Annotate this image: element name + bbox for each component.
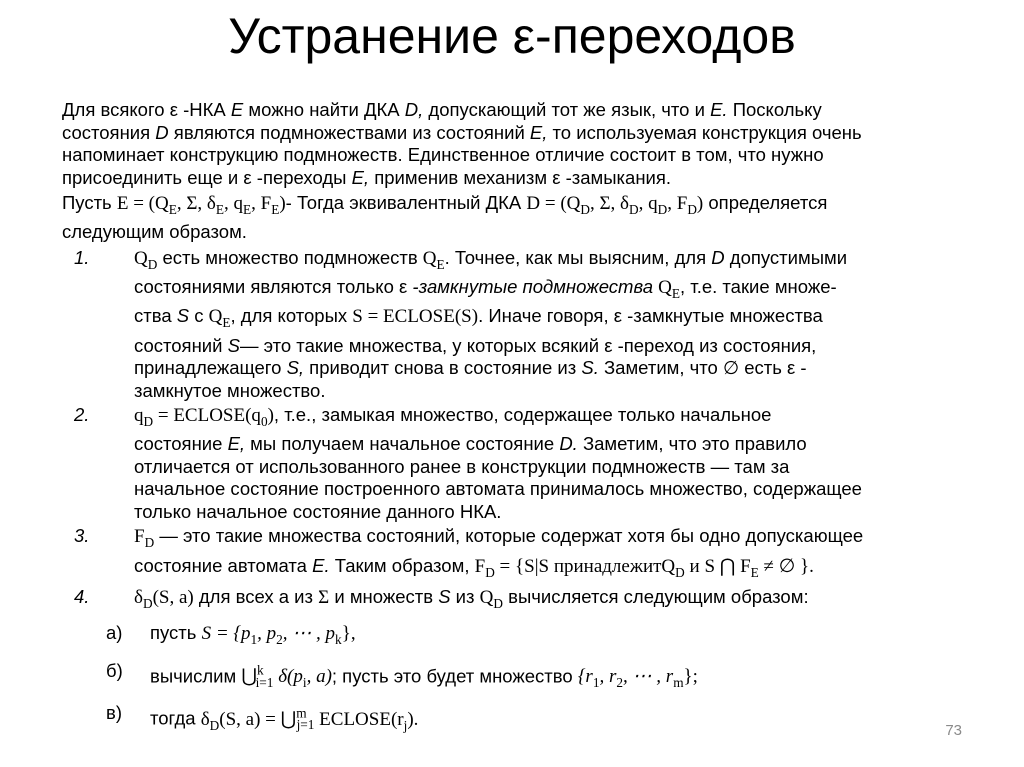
sub-item-c: в) тогда $\delta_D(S$, a) = ⋃$^m_{j=1}$ $ECLOSE(r_j)$. (106, 702, 419, 733)
intro-line-3: напоминает конструкцию подмножеств. Единственное отличие состоит в том, что нужно (62, 144, 824, 165)
slide-title: Устранение ε-переходов (228, 8, 796, 64)
intro-line-2: состояния D являются подмножествами из состояний E, то используемая конструкция очень (62, 121, 862, 143)
list-item-3: 3. $F_D$ — это такие множества состояний, которые содержат хотя бы одно допускающее состояние автомата E. Таким образом, $F_D = \{S|S$ принадлежитQ$_D$ и S ⋂ $F_E$ ≠ ∅ }. (74, 525, 864, 580)
list-item-1: 1. $Q_D$ есть множество подмножеств $Q_E$. Точнее, как мы выясним, для D допустимыми состояниями являются только ε -замкнутые подмножества $Q_E$, т.е. такие множе- ства S с $Q_E$, для которых S = ECLOSE(S). Иначе говоря, ε -замкнутые множества состояний S— это такие множества, у которых всякий ε -переход из состояния, принадлежащего S, приводит снова в состояние из S. Заметим, что ∅ есть ε - замкнутое множество. (74, 246, 848, 401)
definition-paragraph (62, 192, 962, 244)
page-number: 73 (945, 722, 962, 739)
definition-line-2: следующим образом. (62, 221, 247, 243)
intro-paragraph (62, 99, 962, 189)
intro-line-1: Для всякого ε -НКА E можно найти ДКА D, допускающий тот же язык, что и E. Поскольку (62, 99, 822, 120)
list-number: 2. (74, 404, 90, 426)
sub-letter: б) (106, 659, 123, 681)
list-item-4: 4. $\delta_D(S$, a) для всех a из Σ и множеств S из $Q_D$ вычисляется следующим образом: (74, 586, 809, 611)
list-item-2: 2. $q_D$ = $ECLOSE(q_0)$, т.е., замыкая множество, содержащее только начальное состояние E, мы получаем начальное состояние D. Заметим, что это правило отличается от использованного ранее в конструкции подмножеств — там за начальное состояние построенного автомата принималось множество, содержащее только начальное состояние данного НКА. (74, 404, 862, 522)
definition-line-1: Пусть $E = (Q_E$, Σ, $\delta_E$, $q_E$, $F_E)-$ Тогда эквивалентный ДКА $D = (Q_D$, Σ, $\delta_D$, $q_D$, $F_D$) определяется (62, 192, 828, 217)
list-number: 4. (74, 586, 90, 608)
intro-line-4: присоединить еще и ε -переходы E, применив механизм ε -замыкания. (62, 166, 672, 188)
sub-item-a: а) пусть $S = \{p_1$, $p_2$, ⋯ , $p_k$}, (106, 622, 356, 648)
sub-letter: а) (106, 622, 123, 644)
list-number: 1. (74, 246, 90, 268)
sub-letter: в) (106, 702, 122, 724)
sub-item-b: б) вычислим ⋃$^k_{i=1}$ $\delta(p_i$, a); пусть это будет множество {$r_1$, $r_2$, ⋯ , $r_m$}; (106, 659, 698, 690)
list-number: 3. (74, 525, 90, 547)
slide-body (62, 99, 962, 745)
